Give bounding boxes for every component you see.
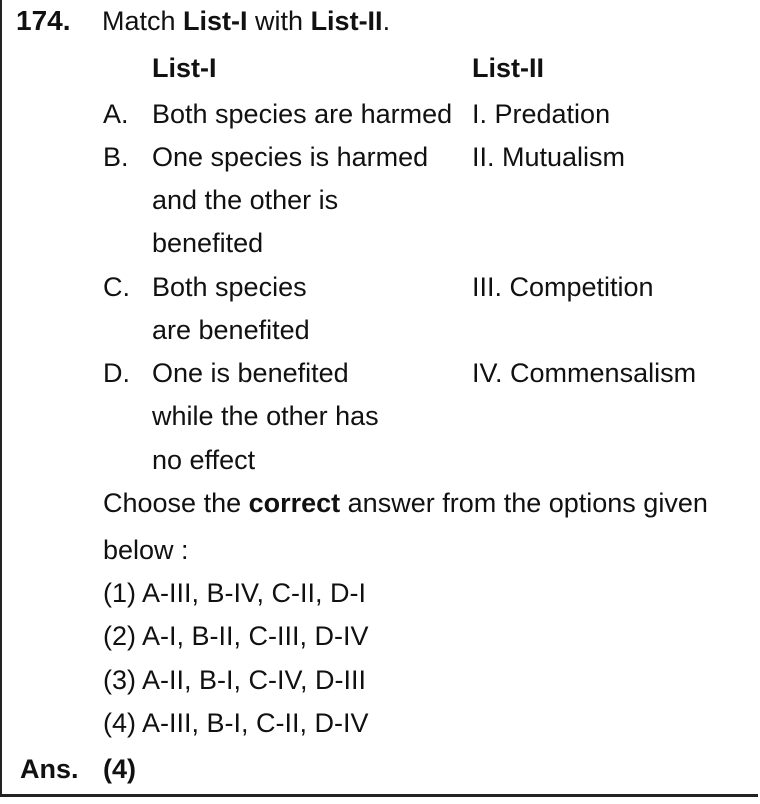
- list1-a-line-1: Both species are harmed: [152, 99, 453, 129]
- list2-item-1: I. Predation: [472, 99, 611, 129]
- prompt-list2: List-II: [310, 6, 383, 36]
- option-2: (2) A-I, B-II, C-III, D-IV: [103, 621, 369, 651]
- prompt-pre: Match: [102, 6, 184, 36]
- list2-item-2: II. Mutualism: [472, 142, 626, 172]
- list1-letter-d: D.: [103, 358, 130, 388]
- prompt-list1: List-I: [183, 6, 248, 36]
- option-3: (3) A-II, B-I, C-IV, D-III: [103, 665, 367, 695]
- list1-letter-b: B.: [103, 142, 129, 172]
- list1-b-line-2: and the other is: [152, 185, 339, 215]
- list1-d-line-3: no effect: [152, 445, 256, 475]
- instruction-line-2: below :: [103, 535, 189, 565]
- instruction-line-1: [103, 486, 708, 520]
- question-number: 174.: [16, 5, 71, 36]
- instruction-post: answer from the options given: [340, 488, 708, 518]
- instruction-pre: Choose the: [103, 488, 249, 518]
- question-prompt: [102, 4, 390, 38]
- list1-b-line-1: One species is harmed: [152, 142, 429, 172]
- list2-item-4: IV. Commensalism: [472, 358, 697, 388]
- list1-d-line-1: One is benefited: [152, 358, 349, 388]
- list2-item-3: III. Competition: [472, 272, 654, 302]
- list2-header: List-II: [472, 53, 544, 83]
- answer-value: (4): [103, 754, 136, 784]
- list1-c-line-1: Both species: [152, 272, 307, 302]
- instruction-bold: correct: [248, 488, 341, 518]
- option-4: (4) A-III, B-I, C-II, D-IV: [103, 708, 369, 738]
- list1-d-line-2: while the other has: [152, 401, 379, 431]
- list1-letter-c: C.: [103, 272, 130, 302]
- list1-c-line-2: are benefited: [152, 315, 310, 345]
- option-1: (1) A-III, B-IV, C-II, D-I: [103, 578, 367, 608]
- list1-b-line-3: benefited: [152, 228, 264, 258]
- prompt-mid: with: [247, 6, 311, 36]
- answer-label: Ans.: [20, 754, 79, 784]
- prompt-end: .: [382, 6, 391, 36]
- list1-letter-a: A.: [103, 99, 129, 129]
- list1-header: List-I: [152, 53, 217, 83]
